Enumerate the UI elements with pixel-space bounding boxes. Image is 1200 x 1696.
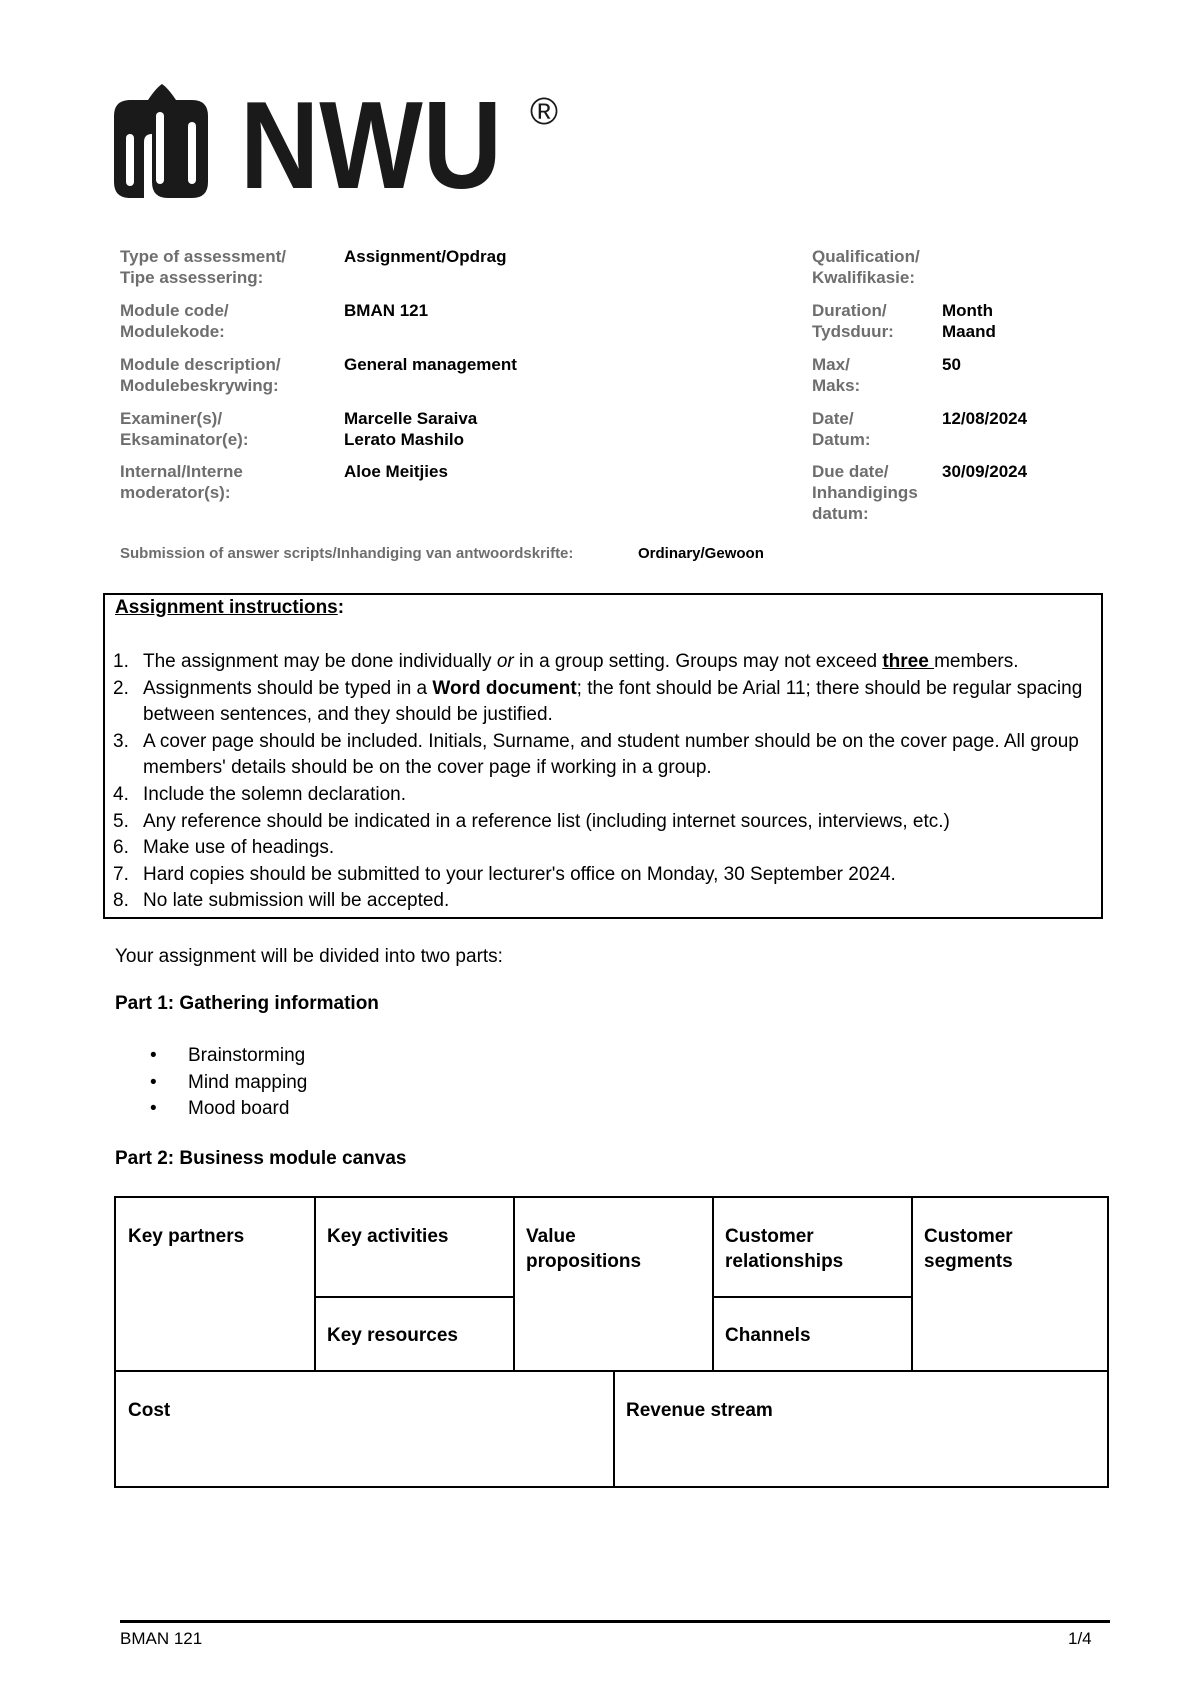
value-duration: Month Maand [942,301,996,341]
business-canvas-table [114,1196,1109,1488]
value-module-code: BMAN 121 [344,301,429,320]
value-due-date: 30/09/2024 [942,462,1028,481]
label-examiners: Examiner(s)/ Eksaminator(e): [120,409,249,449]
cell-revenue-stream: Revenue stream [626,1400,773,1421]
label-due-date: Due date/ Inhandigings datum: [812,462,918,523]
value-examiners: Marcelle Saraiva Lerato Mashilo [344,409,478,449]
part2-heading: Part 2: Business module canvas [115,1148,407,1169]
bullet-item: • Mood board [150,1096,307,1123]
cell-channels: Channels [725,1325,811,1346]
part1-bullet-list [150,1043,307,1123]
instruction-item: 5. Any reference should be indicated in a reference list (including internet sources, interviews, etc.) [113,810,950,832]
instruction-item: 4. Include the solemn declaration. [113,783,406,805]
nwu-logo [112,82,582,200]
registered-mark: ® [530,91,558,133]
submission-label: Submission of answer scripts/Inhandiging van antwoordskrifte: [120,545,574,562]
instructions-list [113,649,1093,915]
label-module-description: Module description/ Modulebeskrywing: [120,355,281,395]
canvas-divider [314,1296,514,1298]
footer-rule [120,1620,1110,1623]
footer-page-number: 1/4 [1068,1629,1092,1648]
cell-customer-segments: Customer segments [924,1226,1013,1272]
cell-cost: Cost [128,1400,171,1421]
intro-text: Your assignment will be divided into two parts: [115,946,503,967]
nwu-wordmark: NWU [240,82,502,200]
bullet-item: • Mind mapping [150,1070,307,1097]
label-type-of-assessment: Type of assessment/ Tipe assessering: [120,247,286,287]
part1-heading: Part 1: Gathering information [115,993,379,1014]
label-date: Date/ Datum: [812,409,871,449]
canvas-divider [513,1198,515,1370]
instructions-title: Assignment instructions: [115,597,345,618]
bullet-item: • Brainstorming [150,1043,307,1070]
cell-key-partners: Key partners [128,1226,245,1247]
label-max: Max/ Maks: [812,355,861,395]
canvas-divider [613,1370,615,1488]
cell-key-resources: Key resources [327,1325,458,1346]
instruction-item: 6. Make use of headings. [113,837,335,859]
label-duration: Duration/ Tydsduur: [812,301,894,341]
label-module-code: Module code/ Modulekode: [120,301,229,341]
label-qualification: Qualification/ Kwalifikasie: [812,247,920,287]
instruction-item: 2. Assignments should be typed in a Word document; the font should be Arial 11; there should be regular spacing between sentences, and they should be justified. [113,677,1083,726]
value-module-description: General management [344,355,517,374]
cell-customer-relationships: Customer relationships [725,1226,844,1272]
cell-key-activities: Key activities [327,1226,449,1247]
value-date: 12/08/2024 [942,409,1028,428]
footer-module-code: BMAN 121 [120,1629,203,1648]
nwu-logo-graphic [112,82,582,200]
instruction-item: 3. A cover page should be included. Initials, Surname, and student number should be on the cover page. All group members' details should be on the cover page if working in a group. [113,730,1079,779]
value-moderators: Aloe Meitjies [344,462,448,481]
instruction-item: 8. No late submission will be accepted. [113,890,450,912]
value-type-of-assessment: Assignment/Opdrag [344,247,507,266]
instruction-item: 1. The assignment may be done individually or in a group setting. Groups may not exceed three members. [113,651,1019,672]
label-moderators: Internal/Interne moderator(s): [120,462,243,502]
canvas-divider [911,1198,913,1370]
submission-value: Ordinary/Gewoon [638,545,764,562]
canvas-divider [712,1296,912,1298]
cell-value-propositions: Value propositions [526,1226,642,1272]
canvas-divider [712,1198,714,1370]
value-max: 50 [942,355,961,374]
canvas-divider [314,1198,316,1370]
instruction-item: 7. Hard copies should be submitted to your lecturer's office on Monday, 30 September 2024. [113,863,896,885]
